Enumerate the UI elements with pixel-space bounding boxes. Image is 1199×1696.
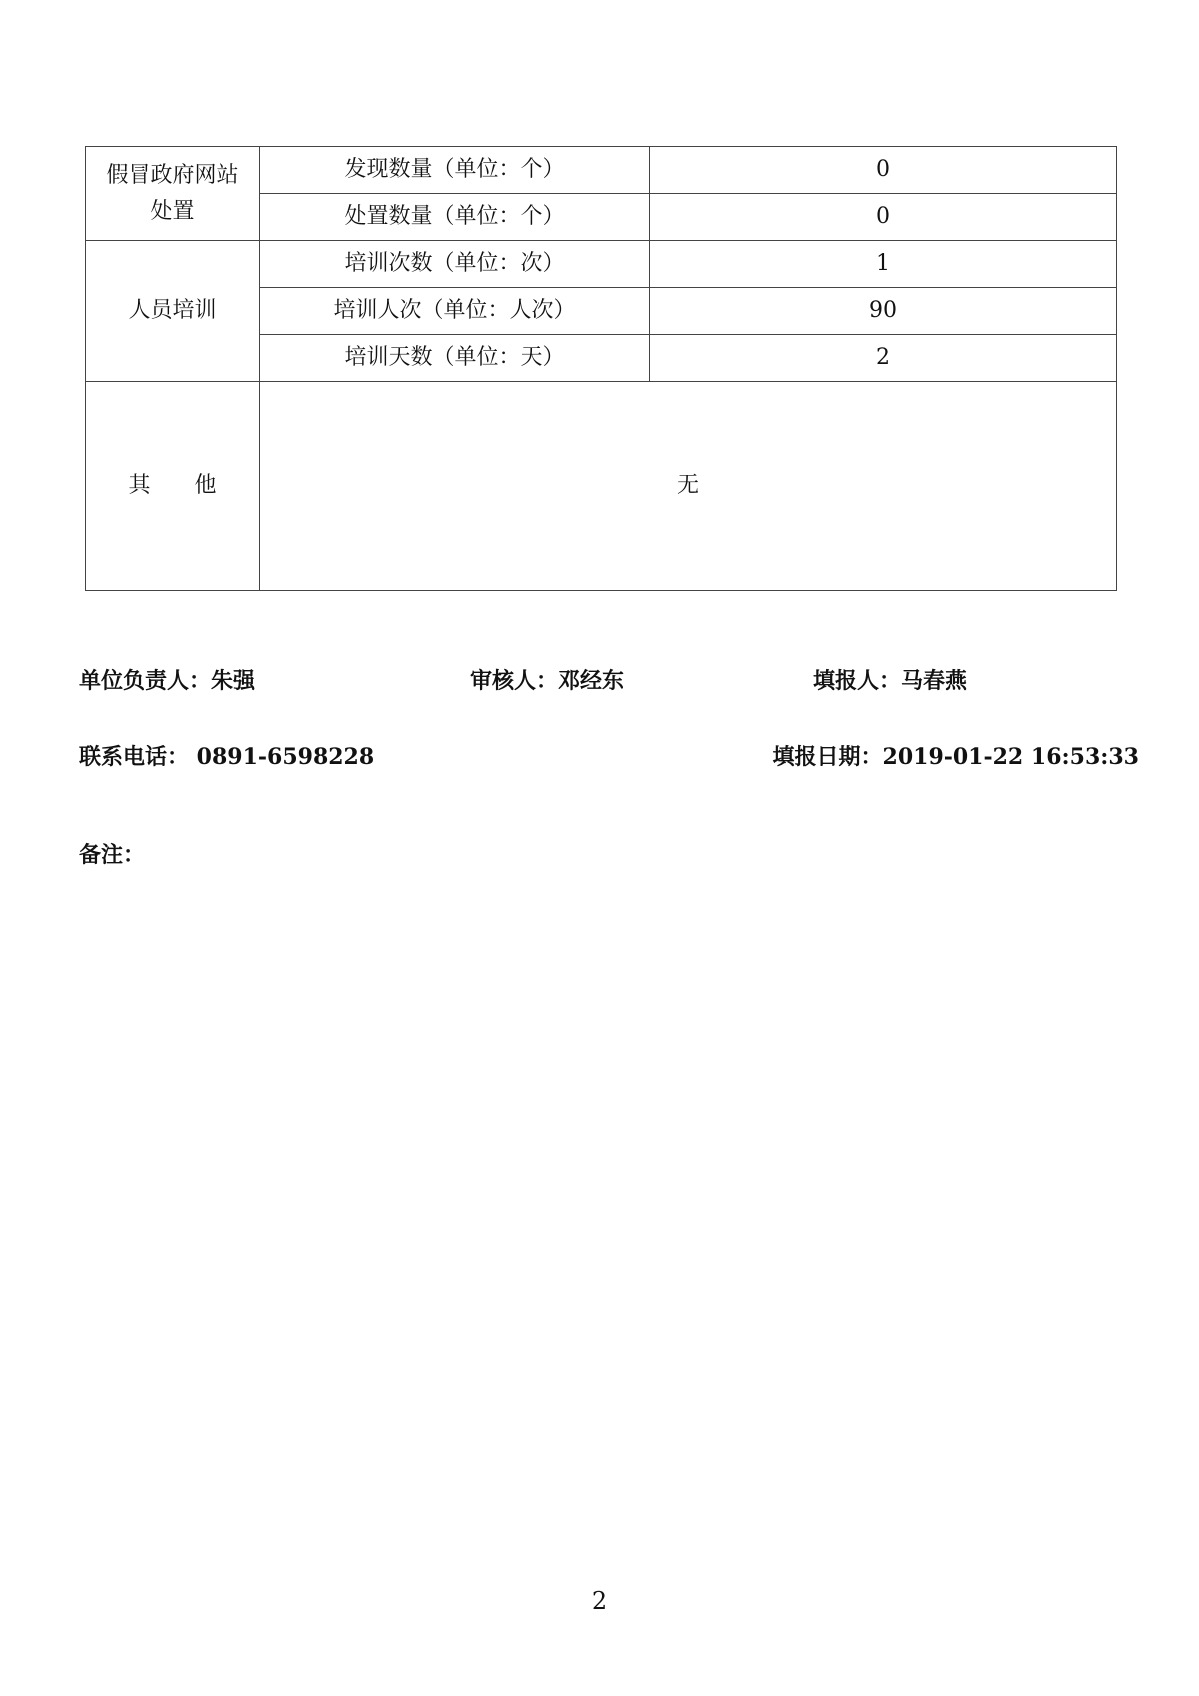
unit-head-label: 单位负责人：朱强 — [79, 668, 256, 694]
item-label: 培训天数（单位：天） — [260, 335, 650, 382]
phone-label: 联系电话： 0891-6598228 — [79, 744, 375, 770]
table-row — [86, 147, 1117, 194]
category-line-2: 处置 — [150, 198, 195, 224]
item-label: 处置数量（单位：个） — [260, 194, 650, 241]
item-value: 2 — [650, 335, 1117, 382]
item-label: 发现数量（单位：个） — [260, 147, 650, 194]
category-training: 人员培训 — [86, 241, 260, 382]
item-label: 培训人次（单位：人次） — [260, 288, 650, 335]
category-line-1: 假冒政府网站 — [106, 163, 239, 189]
table-row — [86, 241, 1117, 288]
item-value: 0 — [650, 194, 1117, 241]
other-value: 无 — [260, 382, 1117, 591]
item-value: 1 — [650, 241, 1117, 288]
note-label: 备注： — [79, 842, 146, 868]
category-fake-sites — [86, 147, 260, 241]
category-other: 其 他 — [86, 382, 260, 591]
report-table — [85, 146, 1117, 591]
table-row-other — [86, 382, 1117, 591]
fill-date-label: 填报日期：2019-01-22 16:53:33 — [772, 744, 1139, 770]
item-value: 0 — [650, 147, 1117, 194]
item-label: 培训次数（单位：次） — [260, 241, 650, 288]
page-number: 2 — [591, 1587, 608, 1615]
item-value: 90 — [650, 288, 1117, 335]
filler-label: 填报人：马春燕 — [813, 668, 968, 694]
reviewer-label: 审核人：邓经东 — [470, 668, 625, 694]
